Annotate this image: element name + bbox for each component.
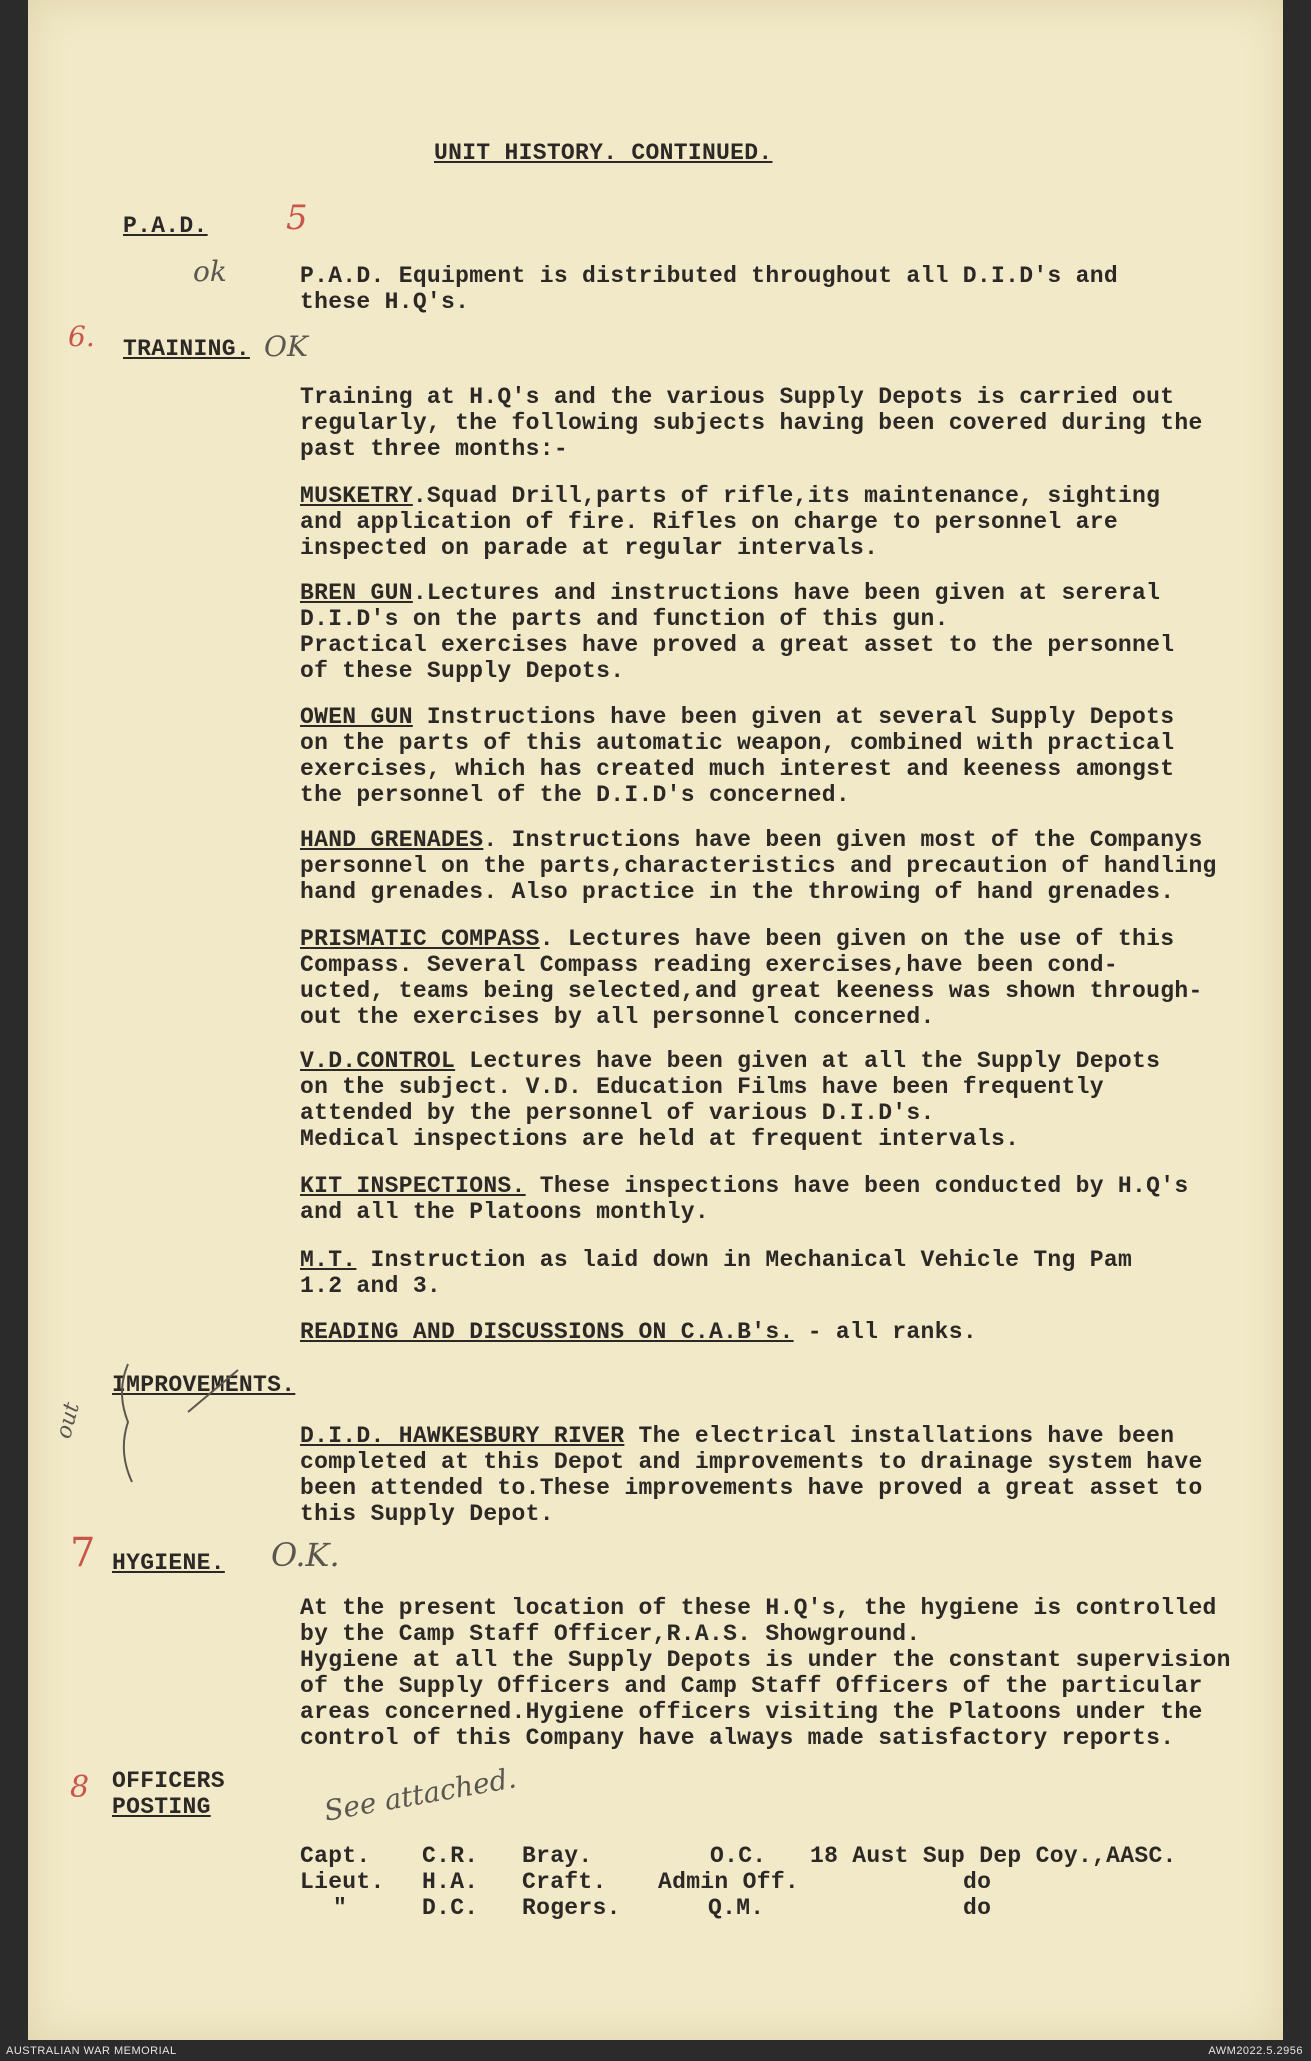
improvements-paragraph: D.I.D. HAWKESBURY RIVER The electrical installations have been completed at this Depot and improvements to drainage system have been attended to.These improvements have proved a great asset to this Supply Depot. <box>300 1423 1203 1527</box>
musketry-paragraph: MUSKETRY.Squad Drill,parts of rifle,its maintenance, sighting and application of fire. Rifles on charge to personnel are inspected on parade at regular intervals. <box>300 483 1161 561</box>
reading-paragraph: READING AND DISCUSSIONS ON C.A.B's. - all ranks. <box>300 1319 977 1345</box>
officer-initials: D.C. <box>422 1895 479 1921</box>
hand-grenades-paragraph: HAND GRENADES. Instructions have been given most of the Companys personnel on the parts,characteristics and precaution of handling hand grenades. Also practice in the throwing of hand grenades. <box>300 827 1217 905</box>
page-title: UNIT HISTORY. CONTINUED. <box>434 140 773 166</box>
training-heading: TRAINING. <box>123 336 250 362</box>
bren-gun-paragraph: BREN GUN.Lectures and instructions have been given at sereral D.I.D's on the parts and function of this gun. Practical exercises have proved a great asset to the personnel of these Supply Depots. <box>300 580 1175 684</box>
officer-name: Bray. <box>522 1843 593 1869</box>
training-number: 6. <box>68 320 95 353</box>
owen-gun-paragraph: OWEN GUN Instructions have been given at several Supply Depots on the parts of this automatic weapon, combined with practical exercises, which has created much interest and keeness amongst the personnel of the D.I.D's concerned. <box>300 704 1175 808</box>
hawkesbury-river-label: D.I.D. HAWKESBURY RIVER <box>300 1423 625 1449</box>
improvements-pencil-marks <box>68 1352 308 1502</box>
officer-name: Craft. <box>522 1869 607 1895</box>
officer-initials: C.R. <box>422 1843 479 1869</box>
prismatic-compass-paragraph: PRISMATIC COMPASS. Lectures have been given on the use of this Compass. Several Compass reading exercises,have been cond- ucted, teams being selected,and great keeness was shown through- out the exercises by all personnel concerned. <box>300 926 1203 1030</box>
officer-rank: Lieut. <box>300 1869 385 1895</box>
owen-gun-label: OWEN GUN <box>300 704 413 730</box>
pad-heading: P.A.D. <box>123 213 208 239</box>
hygiene-number: 7 <box>70 1530 96 1576</box>
kit-inspections-label: KIT INSPECTIONS. <box>300 1173 526 1199</box>
officer-initials: H.A. <box>422 1869 479 1895</box>
hygiene-heading: HYGIENE. <box>112 1550 225 1576</box>
hygiene-ok-note: O.K. <box>271 1536 340 1574</box>
officers-number: 8 <box>70 1770 90 1805</box>
officer-role: Admin Off. <box>658 1869 800 1895</box>
pad-number: 5 <box>286 198 308 238</box>
training-intro: Training at H.Q's and the various Supply Depots is carried out regularly, the following subjects having been covered during the past three months:- <box>300 384 1203 462</box>
officer-rank: " <box>333 1895 348 1921</box>
training-ok-note: OK <box>264 330 308 363</box>
officers-heading-line2: POSTING <box>112 1794 211 1820</box>
officer-rank: Capt. <box>300 1843 371 1869</box>
improvements-margin-note: out <box>51 1399 85 1442</box>
officers-see-attached-note: See attached. <box>321 1761 519 1828</box>
officer-name: Rogers. <box>522 1895 621 1921</box>
bren-gun-label: BREN GUN <box>300 580 413 606</box>
document-page <box>28 0 1283 2040</box>
officer-unit: do <box>963 1869 992 1895</box>
footer-archive-name: AUSTRALIAN WAR MEMORIAL <box>6 2045 177 2057</box>
officer-unit: do <box>963 1895 992 1921</box>
hand-grenades-label: HAND GRENADES <box>300 827 484 853</box>
hygiene-paragraph: At the present location of these H.Q's, the hygiene is controlled by the Camp Staff Officer,R.A.S. Showground. Hygiene at all the Supply Depots is under the constant supervision of the Supply Officers and Camp Staff Officers of the particular areas concerned.Hygiene officers visiting the Platoons under the control of this Company have always made satisfactory reports. <box>300 1595 1231 1751</box>
prismatic-compass-label: PRISMATIC COMPASS <box>300 926 540 952</box>
pad-ok-note: ok <box>193 255 227 288</box>
kit-inspections-paragraph: KIT INSPECTIONS. These inspections have been conducted by H.Q's and all the Platoons monthly. <box>300 1173 1189 1225</box>
musketry-label: MUSKETRY <box>300 483 413 509</box>
reading-label: READING AND DISCUSSIONS ON C.A.B's. <box>300 1319 794 1345</box>
mt-label: M.T. <box>300 1247 357 1273</box>
officer-unit: 18 Aust Sup Dep Coy.,AASC. <box>810 1843 1177 1869</box>
mt-paragraph: M.T. Instruction as laid down in Mechanical Vehicle Tng Pam 1.2 and 3. <box>300 1247 1133 1299</box>
pad-text: P.A.D. Equipment is distributed throughout all D.I.D's and these H.Q's. <box>300 263 1118 315</box>
officer-role: O.C. <box>710 1843 767 1869</box>
vd-control-paragraph: V.D.CONTROL Lectures have been given at all the Supply Depots on the subject. V.D. Education Films have been frequently attended by the personnel of various D.I.D's. Medical inspections are held at frequent intervals. <box>300 1048 1161 1152</box>
improvements-heading: IMPROVEMENTS. <box>112 1372 296 1398</box>
officers-heading-line1: OFFICERS <box>112 1768 225 1794</box>
vd-control-label: V.D.CONTROL <box>300 1048 456 1074</box>
footer-archive-id: AWM2022.5.2956 <box>1208 2045 1303 2057</box>
officer-role: Q.M. <box>708 1895 765 1921</box>
